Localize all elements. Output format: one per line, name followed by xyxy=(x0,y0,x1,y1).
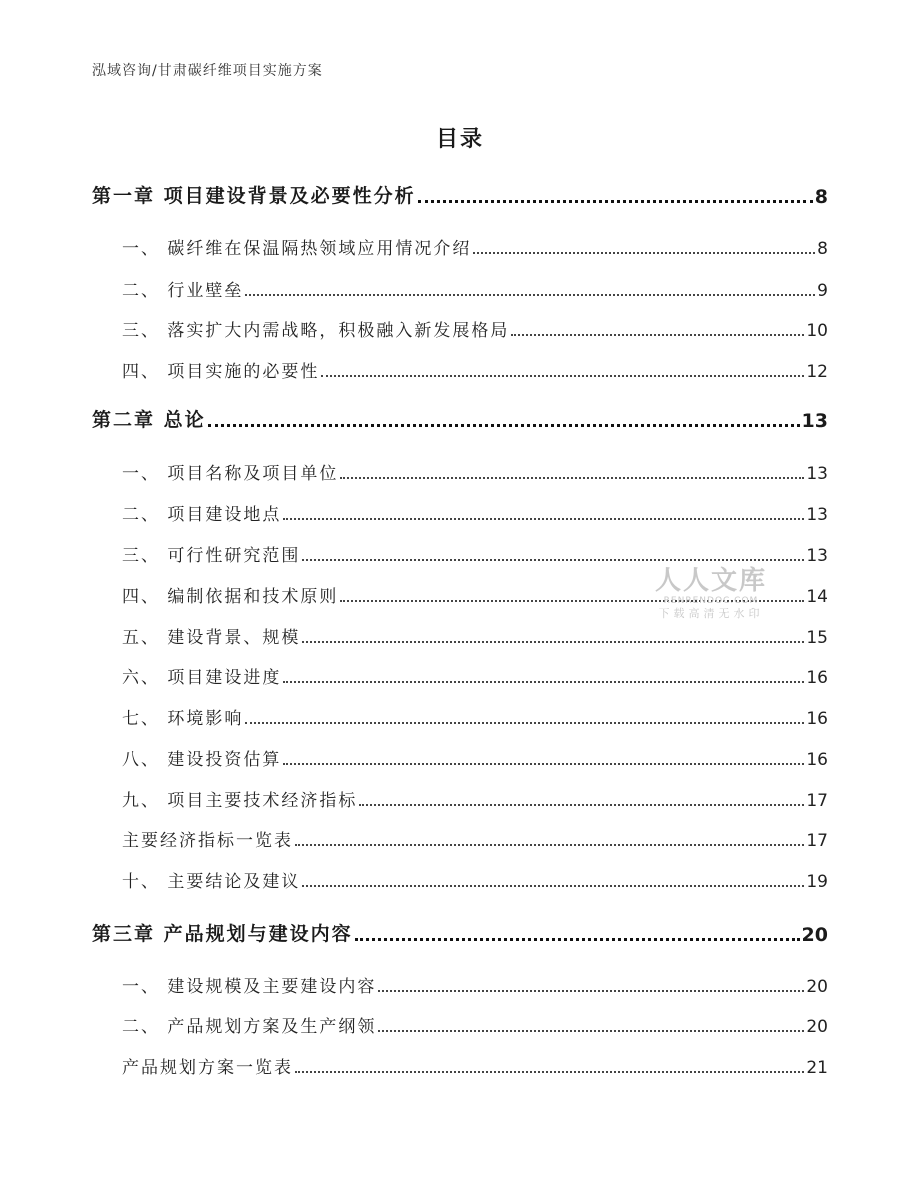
toc-section-entry[interactable] xyxy=(122,973,828,997)
toc-section-entry[interactable] xyxy=(122,827,828,851)
toc-entry-label: 三、 可行性研究范围 xyxy=(122,546,301,566)
toc-entry-label: 八、 建设投资估算 xyxy=(122,750,282,770)
toc-section-entry[interactable] xyxy=(122,705,828,729)
toc-dot-leader xyxy=(378,1029,804,1032)
toc-page-number: 21 xyxy=(806,1058,828,1078)
watermark-logo-text: 人人文库 xyxy=(654,566,767,596)
toc-dot-leader xyxy=(302,884,804,887)
toc-page-number: 9 xyxy=(817,281,828,301)
toc-entry-label: 产品规划方案一览表 xyxy=(122,1058,293,1078)
toc-entry-label: 第三章 产品规划与建设内容 xyxy=(92,923,353,945)
toc-entry-label: 二、 行业壁垒 xyxy=(122,281,244,301)
toc-dot-leader xyxy=(283,517,804,520)
toc-entry-label: 第一章 项目建设背景及必要性分析 xyxy=(92,185,416,207)
toc-dot-leader xyxy=(418,199,813,203)
toc-section-entry[interactable] xyxy=(122,277,828,301)
toc-dot-leader xyxy=(302,558,804,561)
toc-page-number: 17 xyxy=(806,831,828,851)
toc-dot-leader xyxy=(321,374,804,377)
toc-page-number: 13 xyxy=(801,410,828,432)
toc-page-number: 13 xyxy=(806,546,828,566)
toc-section-entry[interactable] xyxy=(122,624,828,648)
toc-entry-label: 主要经济指标一览表 xyxy=(122,831,293,851)
toc-page-number: 19 xyxy=(806,872,828,892)
toc-section-entry[interactable] xyxy=(122,460,828,484)
toc-page-number: 16 xyxy=(806,668,828,688)
toc-page-number: 16 xyxy=(806,709,828,729)
toc-entry-label: 九、 项目主要技术经济指标 xyxy=(122,791,358,811)
toc-entry-label: 四、 编制依据和技术原则 xyxy=(122,587,339,607)
toc-section-entry[interactable] xyxy=(122,746,828,770)
toc-page-number: 20 xyxy=(806,1017,828,1037)
toc-entry-label: 一、 项目名称及项目单位 xyxy=(122,464,339,484)
toc-section-entry[interactable] xyxy=(122,235,828,259)
toc-dot-leader xyxy=(473,251,815,254)
toc-dot-leader xyxy=(283,680,804,683)
toc-dot-leader xyxy=(283,762,804,765)
toc-chapter-entry[interactable] xyxy=(92,182,828,208)
toc-page-number: 14 xyxy=(806,587,828,607)
toc-dot-leader xyxy=(208,423,800,427)
toc-chapter-entry[interactable] xyxy=(92,920,828,946)
toc-dot-leader xyxy=(295,1070,804,1073)
toc-section-entry[interactable] xyxy=(122,501,828,525)
toc-section-entry[interactable] xyxy=(122,868,828,892)
toc-section-entry[interactable] xyxy=(122,1054,828,1078)
toc-entry-label: 十、 主要结论及建议 xyxy=(122,872,301,892)
toc-page-number: 8 xyxy=(817,239,828,259)
toc-page-number: 12 xyxy=(806,362,828,382)
toc-dot-leader xyxy=(245,293,815,296)
toc-entry-label: 一、 碳纤维在保温隔热领域应用情况介绍 xyxy=(122,239,472,259)
toc-title: 目录 xyxy=(435,127,484,152)
toc-page-number: 13 xyxy=(806,464,828,484)
toc-section-entry[interactable] xyxy=(122,583,828,607)
watermark-subtitle: 下载高清无水印 xyxy=(658,607,764,620)
toc-entry-label: 三、 落实扩大内需战略，积极融入新发展格局 xyxy=(122,321,510,341)
toc-entry-label: 第二章 总论 xyxy=(92,409,206,431)
toc-entry-label: 二、 项目建设地点 xyxy=(122,505,282,525)
toc-dot-leader xyxy=(340,476,804,479)
toc-page-number: 8 xyxy=(814,186,828,208)
toc-page-number: 13 xyxy=(806,505,828,525)
toc-dot-leader xyxy=(245,721,804,724)
toc-dot-leader xyxy=(355,937,800,941)
toc-section-entry[interactable] xyxy=(122,1013,828,1037)
toc-page-number: 16 xyxy=(806,750,828,770)
toc-page-number: 20 xyxy=(801,924,828,946)
toc-entry-label: 二、 产品规划方案及生产纲领 xyxy=(122,1017,377,1037)
toc-entry-label: 五、 建设背景、规模 xyxy=(122,628,301,648)
toc-page-number: 20 xyxy=(806,977,828,997)
toc-entry-label: 七、 环境影响 xyxy=(122,709,244,729)
toc-section-entry[interactable] xyxy=(122,664,828,688)
toc-entry-label: 四、 项目实施的必要性 xyxy=(122,362,320,382)
toc-dot-leader xyxy=(295,843,804,846)
toc-section-entry[interactable] xyxy=(122,317,828,341)
toc-page-number: 17 xyxy=(806,791,828,811)
toc-dot-leader xyxy=(302,640,804,643)
toc-dot-leader xyxy=(378,989,804,992)
toc-entry-label: 六、 项目建设进度 xyxy=(122,668,282,688)
toc-dot-leader xyxy=(359,803,804,806)
toc-page-number: 15 xyxy=(806,628,828,648)
toc-section-entry[interactable] xyxy=(122,542,828,566)
toc-page-number: 10 xyxy=(806,321,828,341)
watermark-url: RENRENDOC.COM xyxy=(663,596,759,606)
running-header: 泓域咨询/甘肃碳纤维项目实施方案 xyxy=(92,63,323,79)
toc-entry-label: 一、 建设规模及主要建设内容 xyxy=(122,977,377,997)
toc-section-entry[interactable] xyxy=(122,787,828,811)
toc-dot-leader xyxy=(511,333,804,336)
toc-section-entry[interactable] xyxy=(122,358,828,382)
toc-chapter-entry[interactable] xyxy=(92,406,828,432)
toc-dot-leader xyxy=(340,599,804,602)
